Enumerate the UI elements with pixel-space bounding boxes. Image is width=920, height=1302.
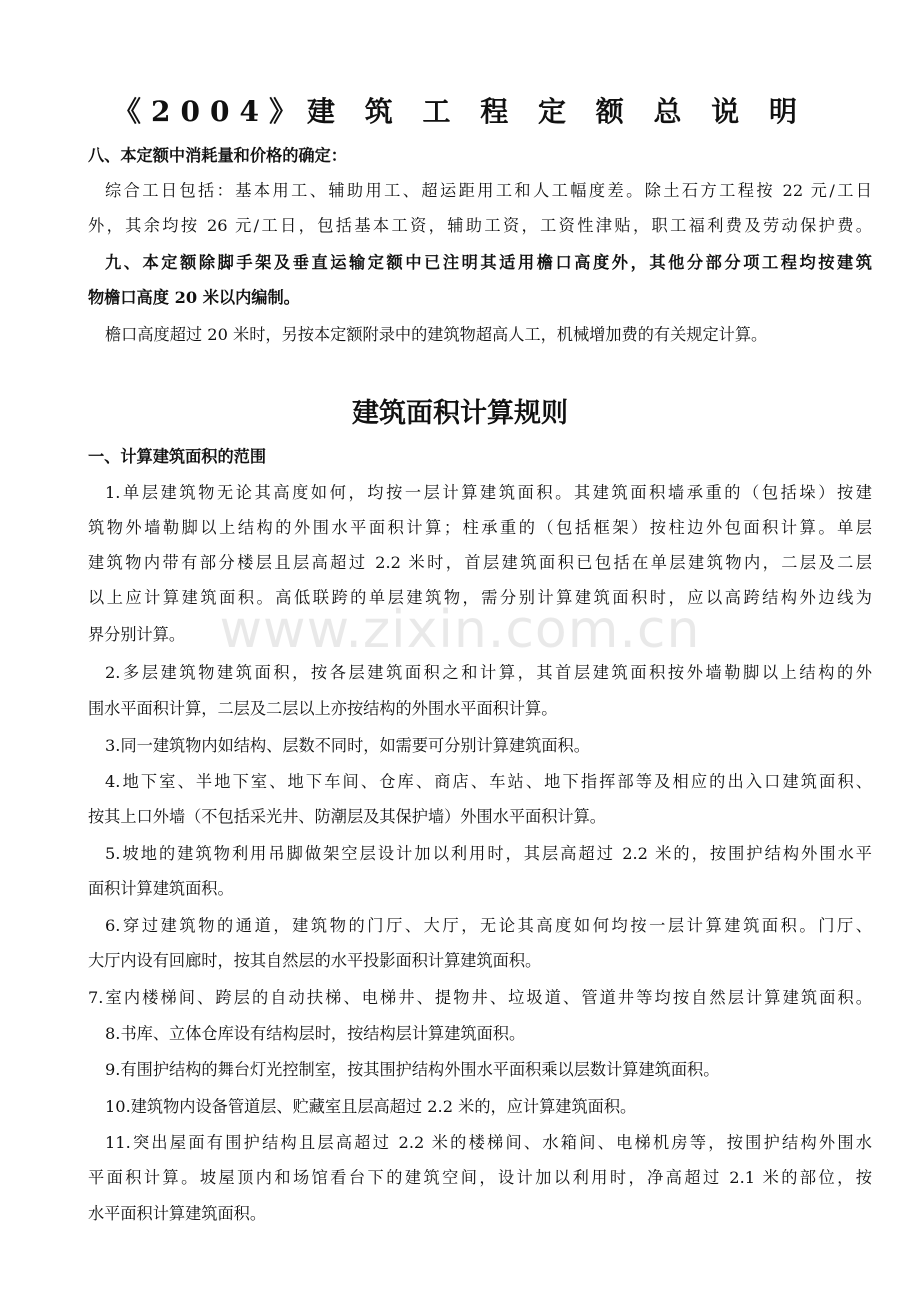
rule-6-line: 大厅内设有回廊时，按其自然层的水平投影面积计算建筑面积。	[88, 951, 542, 970]
rule-1-line: 建筑物内带有部分楼层且层高超过 2.2 米时，首层建筑面积已包括在单层建筑物内，二层及二层	[88, 553, 872, 572]
section-9-heading: 物檐口高度 20 米以内编制。	[88, 288, 300, 307]
rule-2-line: 围水平面积计算，二层及二层以上亦按结构的外围水平面积计算。	[88, 699, 558, 718]
rule-1-line: 1.单层建筑物无论其高度如何，均按一层计算建筑面积。其建筑面积墙承重的（包括垛）按建	[105, 483, 872, 502]
rule-6-line: 6.穿过建筑物的通道，建筑物的门厅、大厅，无论其高度如何均按一层计算建筑面积。门厅、	[105, 916, 872, 935]
rule-1-line: 界分别计算。	[88, 625, 186, 644]
rule-11-line: 11.突出屋面有围护结构且层高超过 2.2 米的楼梯间、水箱间、电梯机房等，按围护结构外围水	[105, 1133, 872, 1152]
section-title: 建筑面积计算规则	[352, 398, 568, 429]
rule-7-line: 7.室内楼梯间、跨层的自动扶梯、电梯井、提物井、垃圾道、管道井等均按自然层计算建筑面积。	[88, 988, 872, 1007]
rule-1-line: 筑物外墙勒脚以上结构的外围水平面积计算；柱承重的（包括框架）按柱边外包面积计算。单层	[88, 518, 872, 537]
rule-5-line: 面积计算建筑面积。	[88, 879, 234, 898]
scope-heading: 一、计算建筑面积的范围	[88, 447, 267, 466]
rule-1-line: 以上应计算建筑面积。高低联跨的单层建筑物，需分别计算建筑面积时，应以高跨结构外边线为	[88, 588, 872, 607]
rule-4-line: 按其上口外墙（不包括采光井、防潮层及其保护墙）外围水平面积计算。	[88, 807, 606, 826]
rule-4-line: 4.地下室、半地下室、地下车间、仓库、商店、车站、地下指挥部等及相应的出入口建筑面积、	[105, 772, 872, 791]
section-9-heading: 九、本定额除脚手架及垂直运输定额中已注明其适用檐口高度外，其他分部分项工程均按建筑	[105, 253, 872, 272]
section-8-line: 综合工日包括：基本用工、辅助用工、超运距用工和人工幅度差。除土石方工程按 22 元/工日	[105, 181, 872, 200]
section-8-heading: 八、本定额中消耗量和价格的确定：	[88, 146, 347, 165]
rule-11-line: 平面积计算。坡屋顶内和场馆看台下的建筑空间，设计加以利用时，净高超过 2.1 米的部位，按	[88, 1168, 872, 1187]
document-title: 《2004》建 筑 工 程 定 额 总 说 明	[113, 95, 807, 128]
section-9-line: 檐口高度超过 20 米时，另按本定额附录中的建筑物超高人工，机械增加费的有关规定计算。	[105, 325, 768, 344]
rule-2-line: 2.多层建筑物建筑面积，按各层建筑面积之和计算，其首层建筑面积按外墙勒脚以上结构的外	[105, 663, 872, 682]
rule-8-line: 8.书库、立体仓库设有结构层时，按结构层计算建筑面积。	[105, 1024, 526, 1043]
rule-10-line: 10.建筑物内设备管道层、贮藏室且层高超过 2.2 米的，应计算建筑面积。	[105, 1097, 637, 1116]
rule-9-line: 9.有围护结构的舞台灯光控制室，按其围护结构外围水平面积乘以层数计算建筑面积。	[105, 1060, 720, 1079]
watermark: www.zixin.com.cn	[219, 600, 701, 660]
rule-11-line: 水平面积计算建筑面积。	[88, 1204, 267, 1223]
section-8-line: 外，其余均按 26 元/工日，包括基本工资，辅助工资，工资性津贴，职工福利费及劳动保护费。	[88, 216, 872, 235]
rule-3-line: 3.同一建筑物内如结构、层数不同时，如需要可分别计算建筑面积。	[105, 736, 590, 755]
rule-5-line: 5.坡地的建筑物利用吊脚做架空层设计加以利用时，其层高超过 2.2 米的，按围护结构外围水平	[105, 844, 872, 863]
